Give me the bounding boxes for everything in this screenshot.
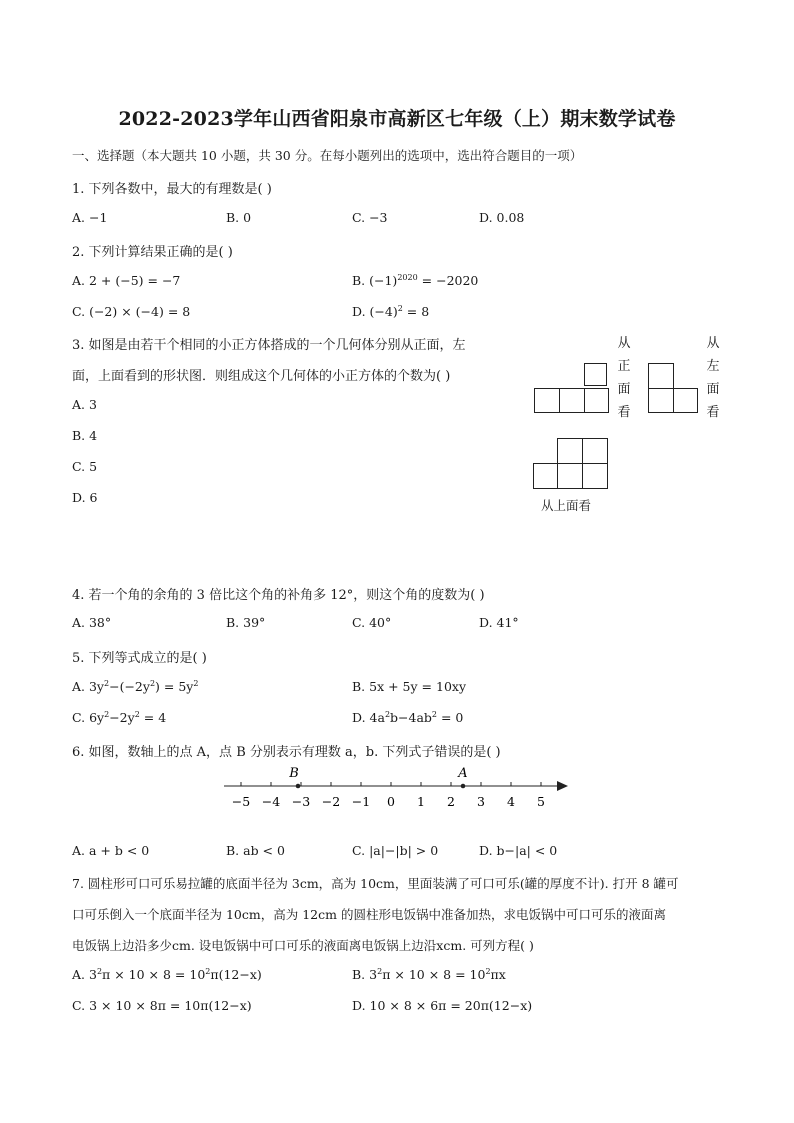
top-view-cube [582,463,608,489]
q1-option-b[interactable]: B. 0 [226,210,252,225]
top-view-label: 从上面看 [541,498,592,513]
question-3-stem-line2: 面，上面看到的形状图．则组成这个几何体的小正方体的个数为( ) [72,369,451,384]
q3-option-c[interactable]: C. 5 [72,459,98,474]
q5-option-a[interactable]: A. $3y^2-(-2y^2) = 5y^2$ [72,678,199,694]
front-view-cube [559,388,585,413]
top-view-cube [582,438,608,464]
section-heading: 一、选择题（本大题共 10 小题，共 30 分。在每小题列出的选项中，选出符合题目的一项） [72,148,583,163]
point-b-dot [296,784,301,789]
front-view-cube [534,388,560,413]
q7-option-b[interactable]: B. $3^2\pi \times 10 \times 8 = 10^2\pi x$ [352,966,506,982]
q1-option-d[interactable]: D. 0.08 [479,210,525,225]
axis-tick-label: 4 [507,794,515,809]
question-3-stem-line1: 3. 如图是由若干个相同的小正方体搭成的一个几何体分别从正面，左 [72,338,466,353]
left-view-cube [648,388,674,413]
left-view-label: 从左面看 [706,336,720,420]
axis-tick-labels [232,794,545,809]
axis-tick-label: 2 [447,794,455,809]
top-view-cube [557,463,583,489]
left-view-cube [673,388,698,413]
q6-option-a[interactable]: A. a + b < 0 [72,843,150,858]
axis-tick-label: 3 [477,794,485,809]
question-1-stem: 1. 下列各数中，最大的有理数是( ) [72,182,272,197]
front-view-cube [584,388,609,413]
question-6-stem: 6. 如图，数轴上的点 A，点 B 分别表示有理数 a，b. 下列式子错误的是( ) [72,745,501,760]
q6-option-c[interactable]: C. |a|−|b| > 0 [352,843,439,858]
q2-option-d[interactable]: D. $(-4)^2 = 8$ [352,303,430,319]
axis-tick-label: 0 [387,794,395,809]
question-7-stem-line3: 电饭锅上边沿多少cm. 设电饭锅中可口可乐的液面离电饭锅上边沿xcm. 可列方程( ) [72,938,534,953]
question-7-stem-line2: 口可乐倒入一个底面半径为 10cm，高为 12cm 的圆柱形电饭锅中准备加热，求电饭锅中可口可乐的液面离 [72,907,666,922]
q3-option-a[interactable]: A. 3 [72,397,97,412]
question-2-stem: 2. 下列计算结果正确的是( ) [72,245,233,260]
q7-option-a[interactable]: A. $3^2\pi \times 10 \times 8 = 10^2\pi(12-x)$ [72,966,262,982]
axis-tick-label: −1 [351,794,371,809]
axis-tick-label: −5 [231,794,251,809]
front-view-label: 从正面看 [617,336,631,420]
number-line-figure [220,760,580,816]
q1-option-a[interactable]: A. −1 [72,210,108,225]
axis-tick-label: −4 [261,794,281,809]
q5-option-c[interactable]: C. $6y^2-2y^2 = 4$ [72,709,167,725]
q4-option-b[interactable]: B. 39° [226,615,266,630]
q6-option-b[interactable]: B. ab < 0 [226,843,285,858]
point-a-dot [461,784,466,789]
q4-option-a[interactable]: A. 38° [72,615,112,630]
question-7-stem-line1: 7. 圆柱形可口可乐易拉罐的底面半径为 3cm，高为 10cm，里面装满了可口可乐(罐的厚度不计). 打开 8 罐可 [72,876,679,891]
q6-option-d[interactable]: D. b−|a| < 0 [479,843,558,858]
q2-option-b[interactable]: B. $(-1)^{2020} = -2020$ [352,272,479,288]
point-b-label: B [289,766,299,781]
q3-option-b[interactable]: B. 4 [72,428,98,443]
q3-option-d[interactable]: D. 6 [72,490,98,505]
front-view-cube [584,363,607,386]
q2-option-c[interactable]: C. (−2) × (−4) = 8 [72,304,191,319]
axis-tick-label: 1 [417,794,425,809]
q2-option-a[interactable]: A. 2 + (−5) = −7 [72,273,181,288]
page-title: 2022-2023学年山西省阳泉市高新区七年级（上）期末数学试卷 [118,108,676,130]
question-4-stem: 4. 若一个角的余角的 3 倍比这个角的补角多 12°，则这个角的度数为( ) [72,588,485,603]
left-view-cube [648,363,674,389]
q7-option-c[interactable]: C. 3 × 10 × 8π = 10π(12−x) [72,998,252,1013]
point-a-label: A [458,766,468,781]
q5-option-d[interactable]: D. $4a^2b-4ab^2 = 0$ [352,709,464,725]
question-5-stem: 5. 下列等式成立的是( ) [72,651,207,666]
q5-option-b[interactable]: B. 5x + 5y = 10xy [352,679,467,694]
q4-option-c[interactable]: C. 40° [352,615,392,630]
q4-option-d[interactable]: D. 41° [479,615,519,630]
axis-tick-label: −3 [291,794,311,809]
top-view-cube [557,438,583,464]
q7-option-d[interactable]: D. 10 × 8 × 6π = 20π(12−x) [352,998,533,1013]
axis-tick-label: 5 [537,794,545,809]
q1-option-c[interactable]: C. −3 [352,210,388,225]
arrow-right-icon [557,781,568,791]
axis-ticks [241,782,541,786]
top-view-cube [533,463,558,489]
axis-tick-label: −2 [321,794,341,809]
